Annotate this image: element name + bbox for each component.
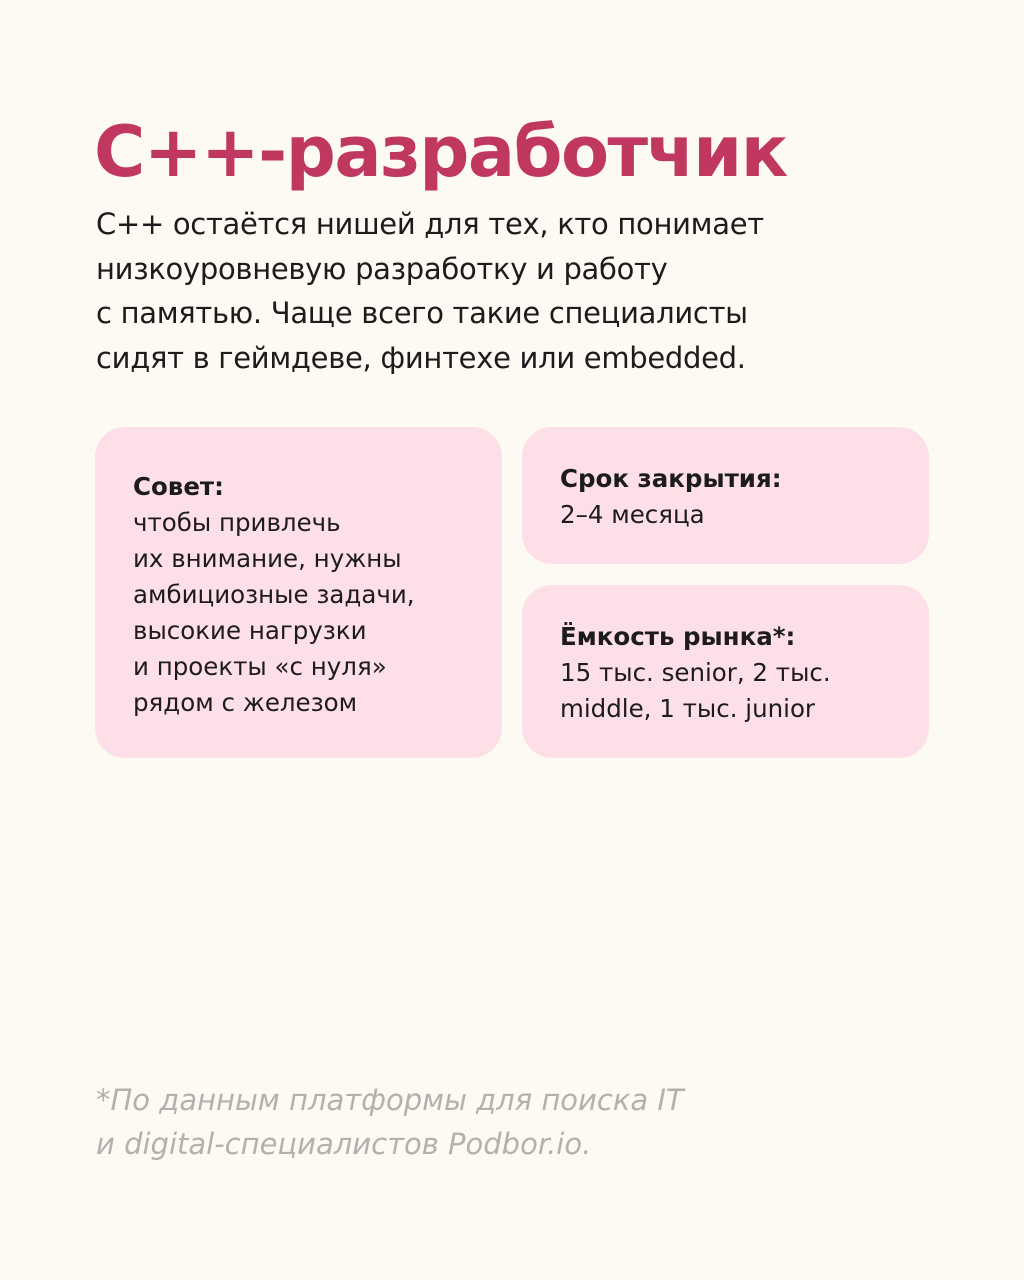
intro-line: низкоуровневую разработку и работу bbox=[96, 251, 668, 286]
advice-text bbox=[133, 505, 482, 721]
market-card bbox=[522, 585, 929, 758]
footnote-line: *По данным платформы для поиска IT bbox=[96, 1083, 684, 1117]
intro-line: C++ остаётся нишей для тех, кто понимает bbox=[96, 207, 764, 241]
term-text bbox=[560, 497, 909, 533]
intro-paragraph bbox=[96, 202, 946, 380]
advice-line: амбициозные задачи, bbox=[133, 580, 415, 609]
term-value: 2–4 месяца bbox=[560, 500, 705, 529]
advice-line: их внимание, нужны bbox=[133, 544, 402, 573]
intro-line: сидят в геймдеве, финтехе или embedded. bbox=[96, 340, 746, 375]
advice-heading: Совет: bbox=[133, 472, 224, 501]
footnote-line: и digital-специалистов Podbor.io. bbox=[96, 1127, 592, 1161]
advice-line: чтобы привлечь bbox=[133, 508, 341, 537]
footnote bbox=[96, 1078, 684, 1166]
market-heading: Ёмкость рынка*: bbox=[560, 622, 796, 651]
market-text bbox=[560, 655, 909, 727]
advice-card bbox=[95, 427, 502, 758]
market-line: middle, 1 тыс. junior bbox=[560, 694, 816, 723]
advice-line: высокие нагрузки bbox=[133, 616, 367, 645]
advice-line: рядом с железом bbox=[133, 688, 358, 717]
page-title: C++-разработчик bbox=[94, 111, 787, 193]
advice-line: и проекты «с нуля» bbox=[133, 652, 387, 681]
intro-line: с памятью. Чаще всего такие специалисты bbox=[96, 296, 748, 330]
market-line: 15 тыс. senior, 2 тыс. bbox=[560, 658, 831, 687]
term-heading: Срок закрытия: bbox=[560, 464, 782, 493]
term-card bbox=[522, 427, 929, 564]
